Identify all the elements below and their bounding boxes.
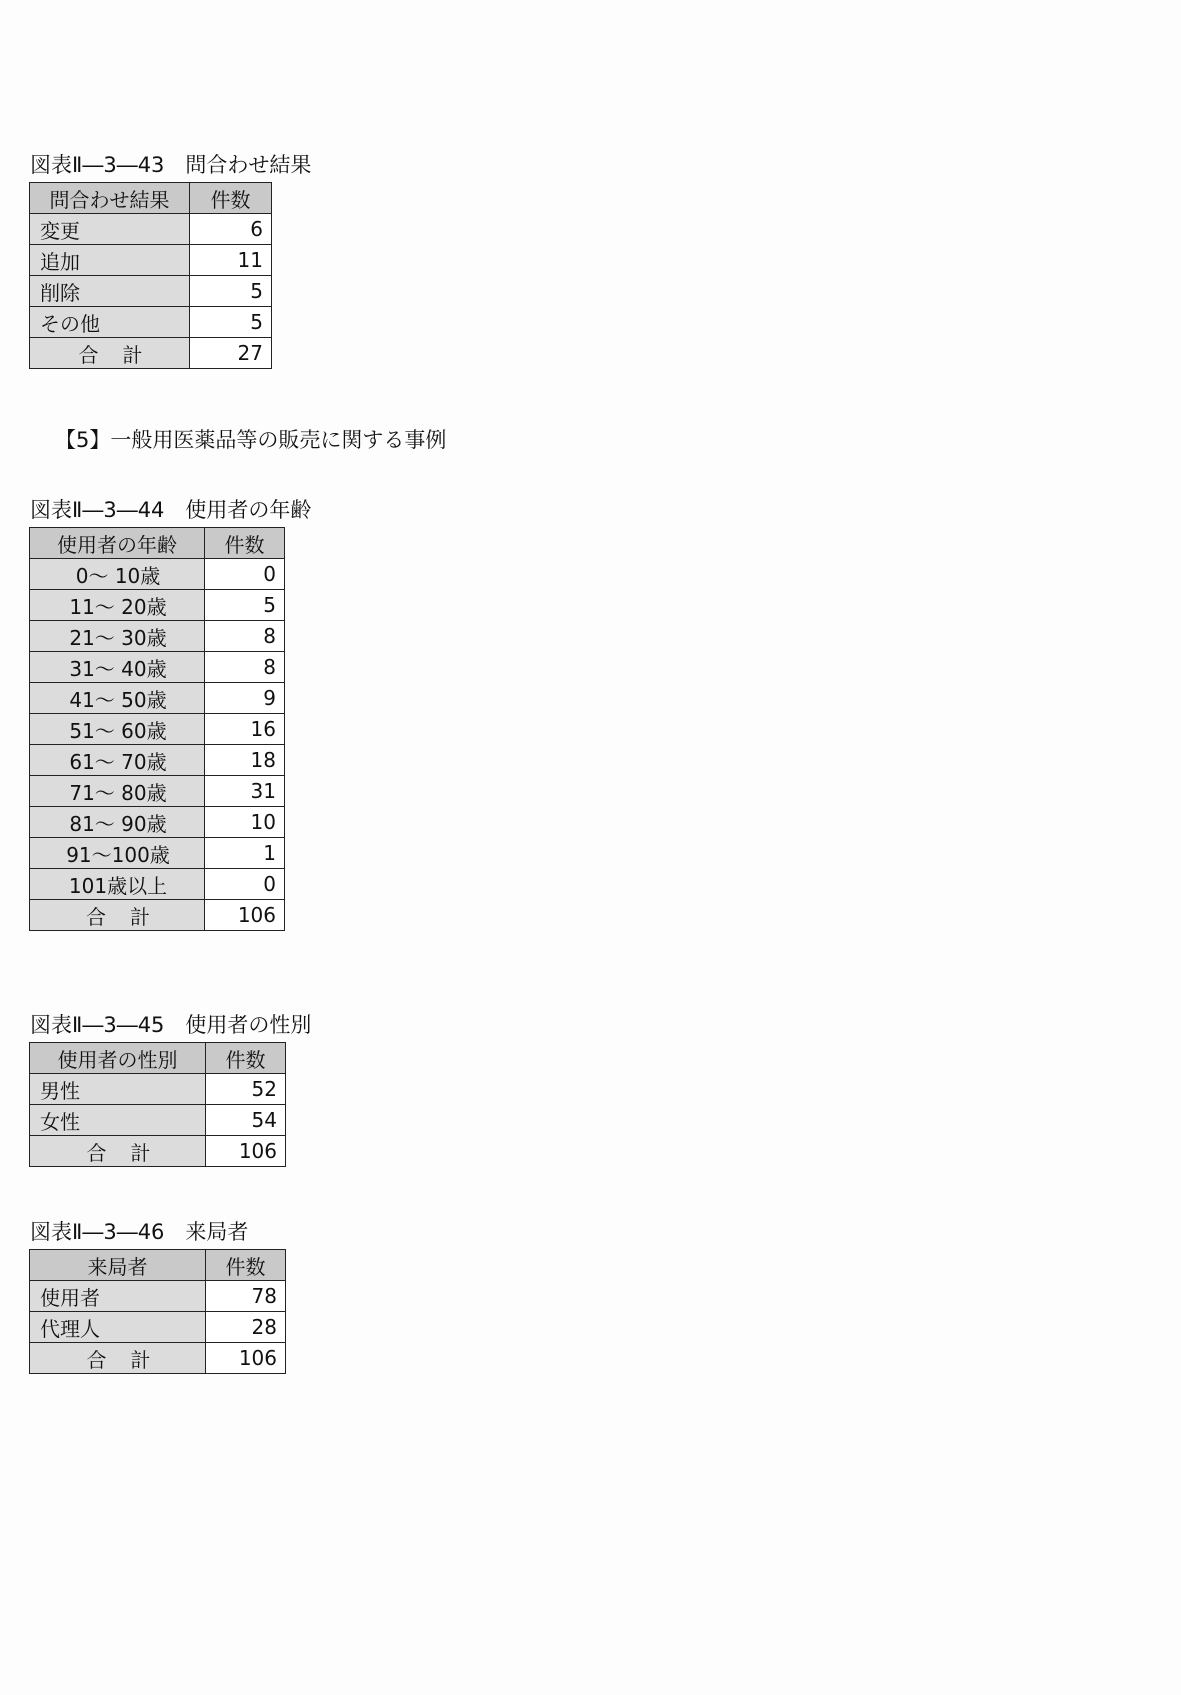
table-row xyxy=(30,590,285,621)
row-label: 11～ 20歳 xyxy=(30,590,205,621)
total-label: 合計 xyxy=(30,900,205,931)
table-header-row xyxy=(30,1043,286,1074)
row-label: 追加 xyxy=(30,245,190,276)
table-header-row xyxy=(30,1250,286,1281)
row-label: 81～ 90歳 xyxy=(30,807,205,838)
total-count: 106 xyxy=(206,1343,286,1374)
table-row xyxy=(30,776,285,807)
total-row xyxy=(30,1136,286,1167)
table-row xyxy=(30,807,285,838)
row-label: 101歳以上 xyxy=(30,869,205,900)
header-count: 件数 xyxy=(190,183,272,214)
total-label: 合計 xyxy=(30,338,190,369)
row-count: 6 xyxy=(190,214,272,245)
row-count: 5 xyxy=(190,307,272,338)
row-count: 5 xyxy=(190,276,272,307)
header-label: 使用者の性別 xyxy=(30,1043,206,1074)
table-inquiry-result xyxy=(29,182,272,369)
table-row xyxy=(30,307,272,338)
row-count: 8 xyxy=(205,621,285,652)
row-count: 9 xyxy=(205,683,285,714)
row-label: 21～ 30歳 xyxy=(30,621,205,652)
caption-table-46: 図表Ⅱ―3―46 来局者 xyxy=(30,1220,249,1244)
table-header-row xyxy=(30,528,285,559)
caption-table-45: 図表Ⅱ―3―45 使用者の性別 xyxy=(30,1013,312,1037)
section-title: 【5】一般用医薬品等の販売に関する事例 xyxy=(55,428,447,452)
table-user-age xyxy=(29,527,285,931)
total-label: 合計 xyxy=(30,1136,206,1167)
table-row xyxy=(30,245,272,276)
row-label: 51～ 60歳 xyxy=(30,714,205,745)
row-label: その他 xyxy=(30,307,190,338)
table-visitor xyxy=(29,1249,286,1374)
table-row xyxy=(30,559,285,590)
row-label: 41～ 50歳 xyxy=(30,683,205,714)
caption-table-43: 図表Ⅱ―3―43 問合わせ結果 xyxy=(30,153,312,177)
table-row xyxy=(30,1074,286,1105)
total-row xyxy=(30,338,272,369)
row-label: 男性 xyxy=(30,1074,206,1105)
table-row xyxy=(30,869,285,900)
table-row xyxy=(30,683,285,714)
total-count: 27 xyxy=(190,338,272,369)
row-label: 31～ 40歳 xyxy=(30,652,205,683)
table-row xyxy=(30,621,285,652)
header-count: 件数 xyxy=(205,528,285,559)
row-count: 1 xyxy=(205,838,285,869)
header-count: 件数 xyxy=(206,1250,286,1281)
table-row xyxy=(30,838,285,869)
row-count: 0 xyxy=(205,869,285,900)
row-count: 16 xyxy=(205,714,285,745)
row-label: 91～100歳 xyxy=(30,838,205,869)
total-count: 106 xyxy=(206,1136,286,1167)
total-count: 106 xyxy=(205,900,285,931)
row-label: 使用者 xyxy=(30,1281,206,1312)
table-row xyxy=(30,1281,286,1312)
header-label: 問合わせ結果 xyxy=(30,183,190,214)
table-row xyxy=(30,714,285,745)
header-label: 使用者の年齢 xyxy=(30,528,205,559)
row-count: 31 xyxy=(205,776,285,807)
row-label: 71～ 80歳 xyxy=(30,776,205,807)
header-label: 来局者 xyxy=(30,1250,206,1281)
total-row xyxy=(30,1343,286,1374)
table-row xyxy=(30,1312,286,1343)
row-count: 0 xyxy=(205,559,285,590)
total-row xyxy=(30,900,285,931)
row-count: 5 xyxy=(205,590,285,621)
table-header-row xyxy=(30,183,272,214)
row-label: 変更 xyxy=(30,214,190,245)
row-label: 削除 xyxy=(30,276,190,307)
row-count: 11 xyxy=(190,245,272,276)
row-label: 0～ 10歳 xyxy=(30,559,205,590)
table-row xyxy=(30,652,285,683)
total-label: 合計 xyxy=(30,1343,206,1374)
table-user-gender xyxy=(29,1042,286,1167)
row-count: 54 xyxy=(206,1105,286,1136)
row-count: 78 xyxy=(206,1281,286,1312)
header-count: 件数 xyxy=(206,1043,286,1074)
row-label: 代理人 xyxy=(30,1312,206,1343)
row-count: 28 xyxy=(206,1312,286,1343)
row-count: 18 xyxy=(205,745,285,776)
row-label: 女性 xyxy=(30,1105,206,1136)
table-row xyxy=(30,214,272,245)
table-row xyxy=(30,1105,286,1136)
table-row xyxy=(30,745,285,776)
row-count: 52 xyxy=(206,1074,286,1105)
row-count: 8 xyxy=(205,652,285,683)
row-count: 10 xyxy=(205,807,285,838)
caption-table-44: 図表Ⅱ―3―44 使用者の年齢 xyxy=(30,498,312,522)
row-label: 61～ 70歳 xyxy=(30,745,205,776)
table-row xyxy=(30,276,272,307)
